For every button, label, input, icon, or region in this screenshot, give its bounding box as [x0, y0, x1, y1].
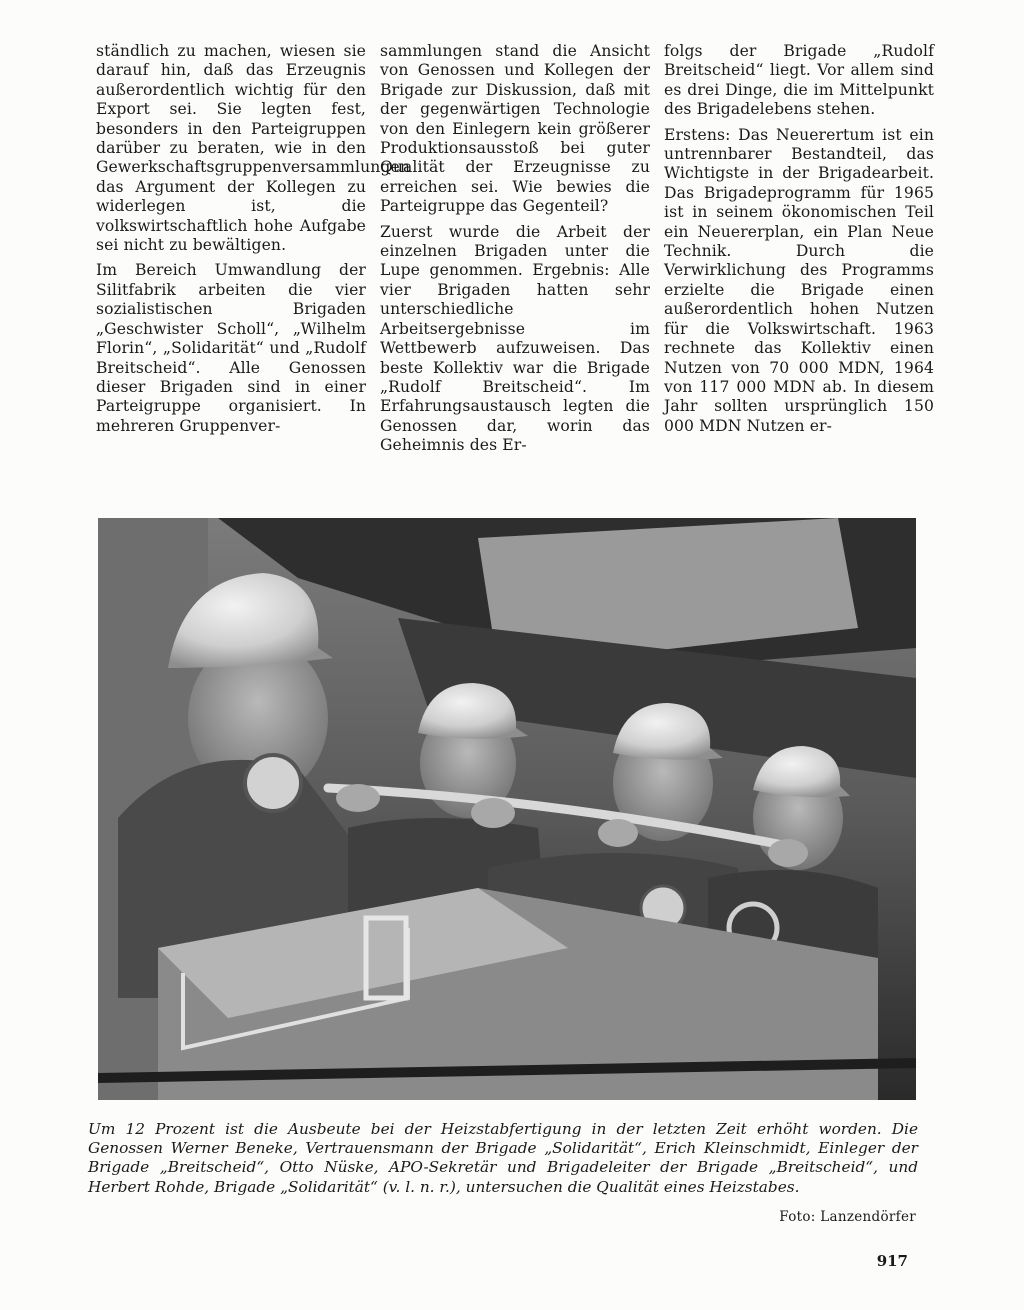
page-number: 917	[876, 1252, 908, 1270]
text-column-3	[664, 42, 934, 442]
photo-credit: Foto: Lanzendörfer	[779, 1209, 916, 1225]
workers-photo-drawing	[98, 518, 916, 1100]
workers-photo	[98, 518, 916, 1100]
paragraph: folgs der Brigade „Rudolf Breitscheid“ liegt. Vor allem sind es drei Dinge, die im Mittelpunkt des Brigadelebens stehen.	[664, 42, 934, 119]
text-column-2	[380, 42, 650, 462]
paragraph: Zuerst wurde die Arbeit der einzelnen Brigaden unter die Lupe genommen. Ergebnis: Alle vier Brigaden hatten sehr unterschiedliche Arbeitsergebnisse im Wettbewerb aufzuweisen. Das beste Kollektiv war die Brigade „Rudolf Breitscheid“. Im Erfahrungsaustausch legten die Genossen dar, worin das Geheimnis des Er-	[380, 222, 650, 455]
paragraph: Erstens: Das Neuerertum ist ein untrennbarer Bestandteil, das Wichtigste in der Brigadearbeit. Das Brigadeprogramm für 1965 ist in seinem ökonomischen Teil ein Neuererplan, ein Plan Neue Technik. Durch die Verwirklichung des Programms erzielte die Brigade einen außerordentlich hohen Nutzen für die Volkswirtschaft. 1963 rechnete das Kollektiv einen Nutzen von 70 000 MDN, 1964 von 117 000 MDN ab. In diesem Jahr sollten ursprünglich 150 000 MDN Nutzen er-	[664, 125, 934, 435]
text-column-1	[96, 42, 410, 442]
paragraph: Im Bereich Umwandlung der Silitfabrik arbeiten die vier sozialistischen Brigaden „Geschwister Scholl“, „Wilhelm Florin“, „Solidarität“ und „Rudolf Breitscheid“. Alle Genossen dieser Brigaden sind in einer Parteigruppe organisiert. In mehreren Gruppenver-	[96, 261, 366, 435]
paragraph: ständlich zu machen, wiesen sie darauf hin, daß das Erzeugnis außerordentlich wichtig für den Export sei. Sie legten fest, besonders in den Parteigruppen darüber zu beraten, wie in den Gewerkschaftsgruppenversammlungen das Argument der Kollegen zu widerlegen ist, die volkswirtschaftlich hohe Aufgabe sei nicht zu bewältigen.	[96, 42, 410, 255]
photo-caption: Um 12 Prozent ist die Ausbeute bei der Heizstabfertigung in der letzten Zeit erhöht worden. Die Genossen Werner Beneke, Vertrauensmann der Brigade „Solidarität“, Erich Kleinschmidt, Einleger der Brigade „Breitscheid“, Otto Nüske, APO-Sekretär und Brigadeleiter der Brigade „Breitscheid“, und Herbert Rohde, Brigade „Solidarität“ (v. l. n. r.), untersuchen die Qualität eines Heizstabes.	[88, 1120, 918, 1196]
paragraph: sammlungen stand die Ansicht von Genossen und Kollegen der Brigade zur Diskussion, daß mit der gegenwärtigen Technologie von den Einlegern kein größerer Produktionsausstoß bei guter Qualität der Erzeugnisse zu erreichen sei. Wie bewies die Parteigruppe das Gegenteil?	[380, 42, 650, 216]
